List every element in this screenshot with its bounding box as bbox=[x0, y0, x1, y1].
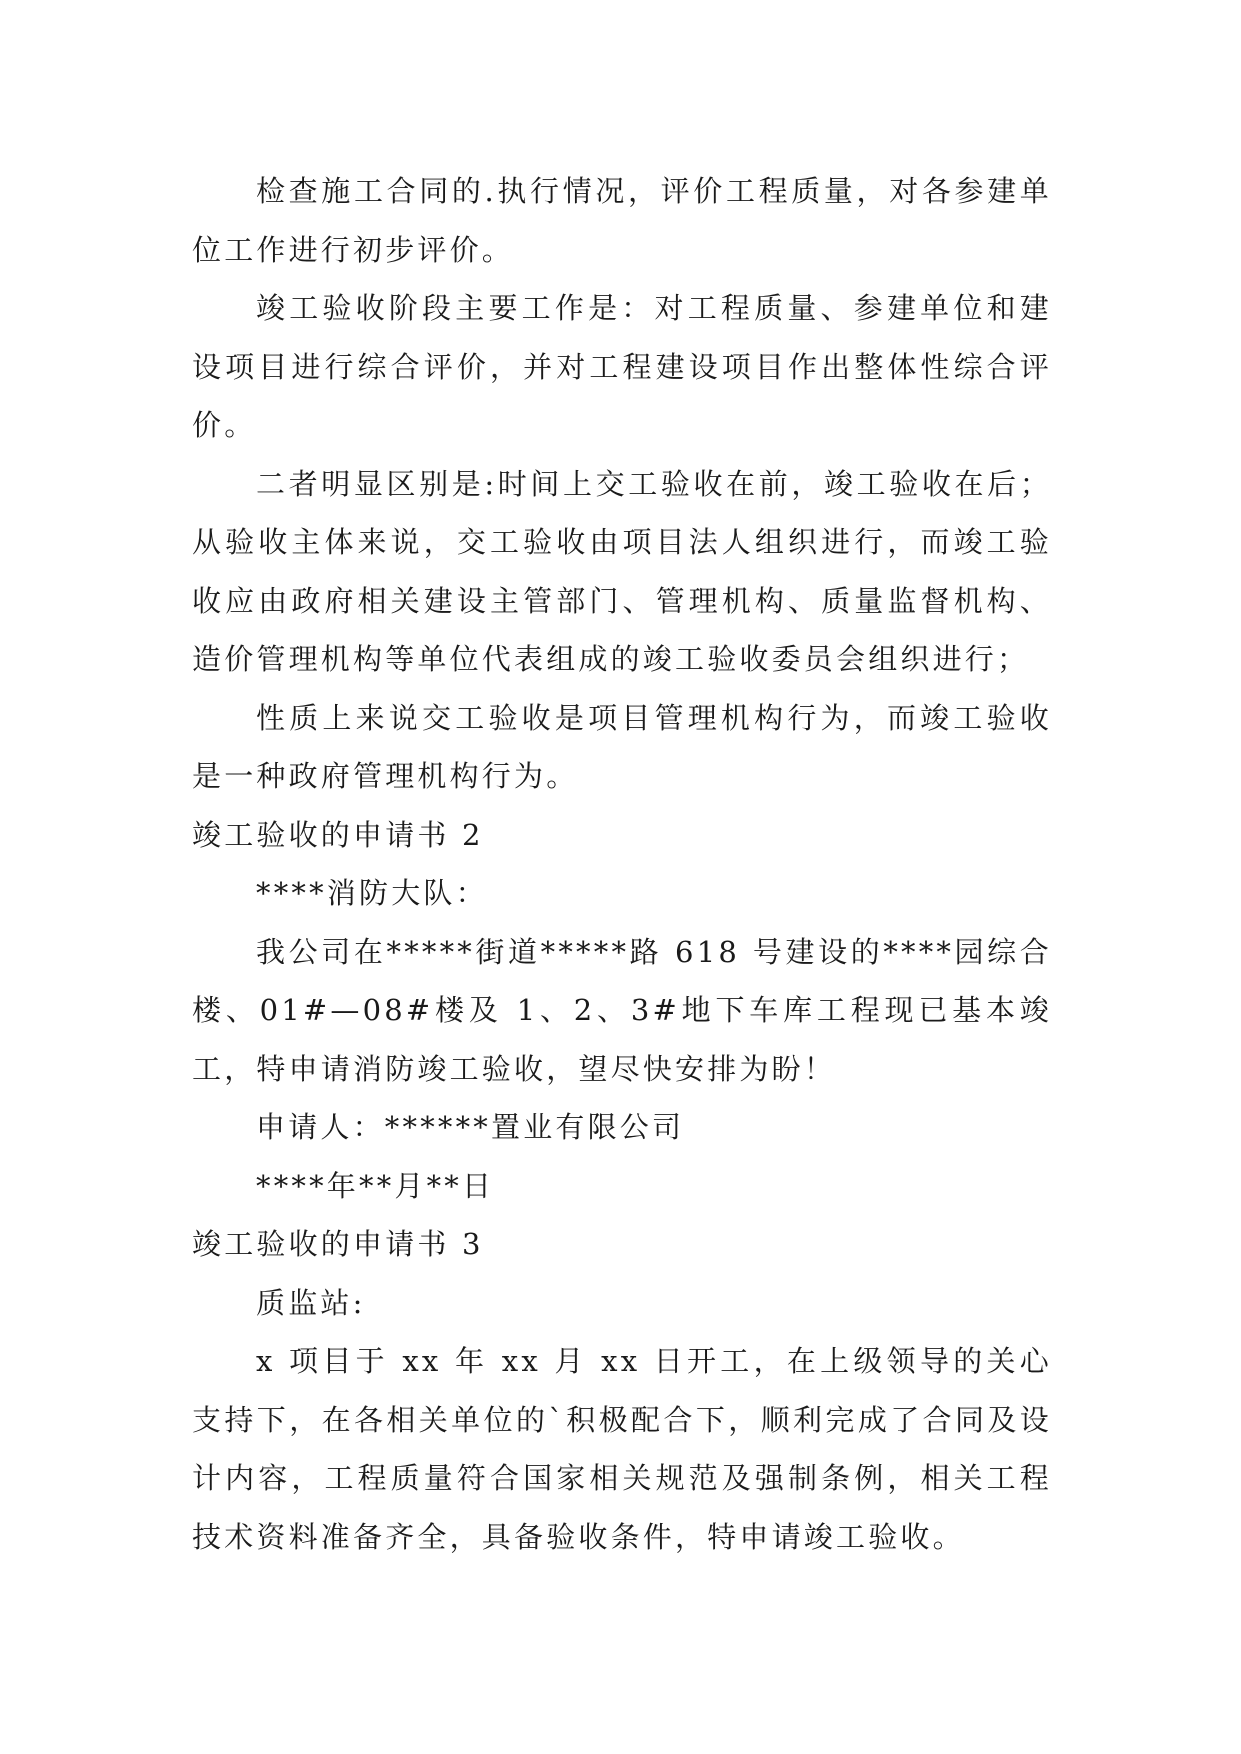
paragraph-project-application: x 项目于 xx 年 xx 月 xx 日开工，在上级领导的关心支持下，在各相关单位的`积极配合下，顺利完成了合同及设计内容，工程质量符合国家相关规范及强制条例，相关工程技术资料准备齐全，具备验收条件，特申请竣工验收。 bbox=[192, 1344, 1052, 1554]
document-body bbox=[192, 162, 1052, 1566]
paragraph-fire-application: 我公司在*****街道*****路 618 号建设的****园综合楼、01#—08#楼及 1、2、3#地下车库工程现已基本竣工，特申请消防竣工验收，望尽快安排为盼！ bbox=[192, 934, 1052, 1086]
paragraph-contract-review: 检查施工合同的.执行情况，评价工程质量，对各参建单位工作进行初步评价。 bbox=[192, 174, 1052, 267]
applicant-line: 申请人：******置业有限公司 bbox=[256, 1110, 685, 1144]
salutation-quality-station: 质监站: bbox=[256, 1285, 366, 1320]
date-line: ****年**月**日 bbox=[256, 1168, 495, 1203]
paragraph-differences: 二者明显区别是:时间上交工验收在前，竣工验收在后；从验收主体来说，交工验收由项目法人组织进行，而竣工验收应由政府相关建设主管部门、管理机构、质量监督机构、造价管理机构等单位代表组成的竣工验收委员会组织进行； bbox=[192, 466, 1052, 676]
paragraph-completion-stage: 竣工验收阶段主要工作是：对工程质量、参建单位和建设项目进行综合评价，并对工程建设项目作出整体性综合评价。 bbox=[192, 291, 1052, 442]
section-heading-2: 竣工验收的申请书 2 bbox=[192, 817, 484, 852]
paragraph-nature: 性质上来说交工验收是项目管理机构行为，而竣工验收是一种政府管理机构行为。 bbox=[192, 700, 1052, 793]
section-heading-3: 竣工验收的申请书 3 bbox=[192, 1227, 484, 1261]
salutation-fire-brigade: ****消防大队： bbox=[256, 876, 488, 910]
